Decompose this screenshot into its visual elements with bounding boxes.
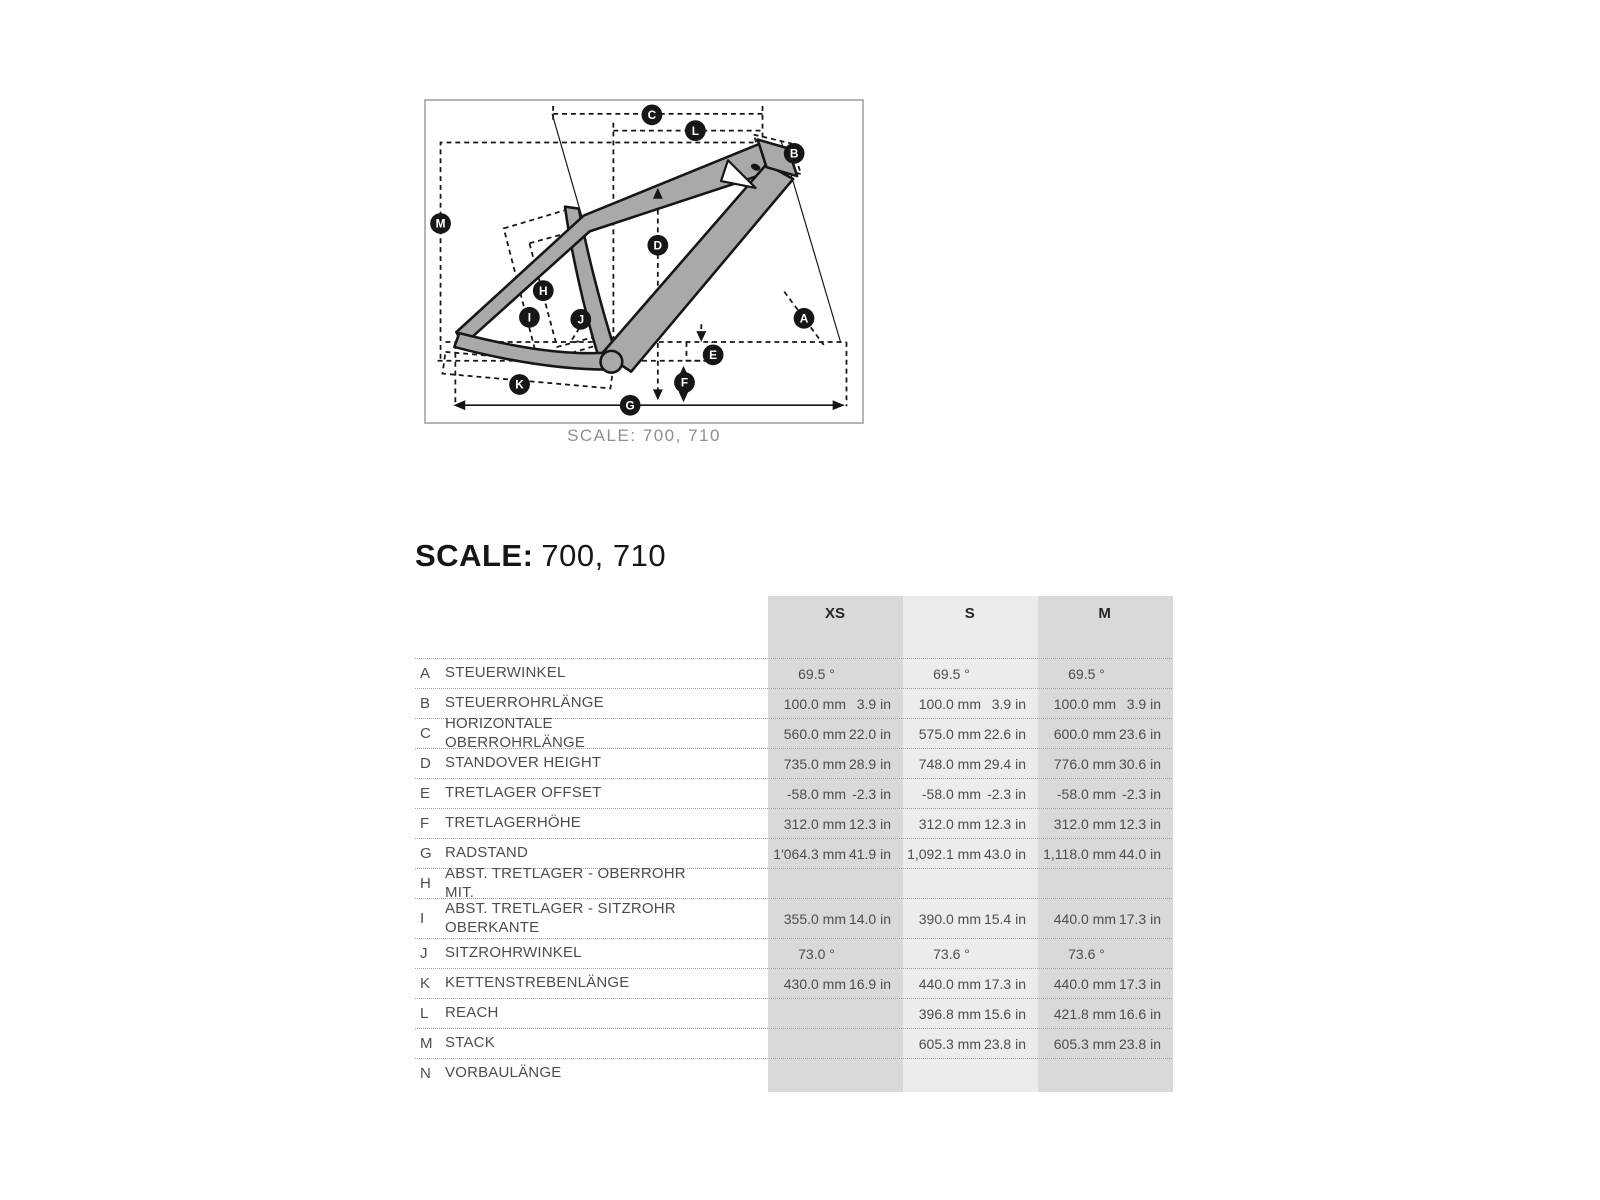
value-K-m <box>1033 976 1168 992</box>
value-A-xs <box>763 666 898 682</box>
row-label: VORBAULÄNGE <box>445 1064 562 1082</box>
value-I-xs <box>763 911 898 927</box>
inch-value: 12.3 in <box>848 815 891 832</box>
row-label: STEUERROHRLÄNGE <box>445 694 604 712</box>
row-label: STEUERWINKEL <box>445 664 566 682</box>
value-B-s <box>898 696 1033 712</box>
value-L-s <box>898 1006 1033 1022</box>
size-header-row <box>415 596 1172 658</box>
marker-A <box>794 308 815 329</box>
inch-value: 16.6 in <box>1118 1005 1161 1022</box>
frame-tubes <box>454 140 797 373</box>
inch-value: 23.6 in <box>1118 725 1161 742</box>
marker-M <box>430 213 451 234</box>
row-label: HORIZONTALE OBERROHRLÄNGE <box>445 715 586 751</box>
wheelbase-arrow <box>453 398 844 413</box>
inch-value: 15.6 in <box>983 1005 1026 1022</box>
row-letter: J <box>420 945 428 962</box>
page-title <box>415 538 666 574</box>
row-label: KETTENSTREBENLÄNGE <box>445 974 630 992</box>
bike-frame-drawing <box>426 101 862 422</box>
geometry-diagram <box>424 99 864 424</box>
inch-value: 17.3 in <box>1118 975 1161 992</box>
table-row-F <box>415 808 1172 838</box>
inch-value: 23.8 in <box>983 1035 1026 1052</box>
angle-value: 73.6 ° <box>1068 945 1105 962</box>
mm-value: -58.0 mm <box>921 785 981 802</box>
mm-value: 748.0 mm <box>918 755 981 772</box>
table-row-L <box>415 998 1172 1028</box>
inch-value: 29.4 in <box>983 755 1026 772</box>
inch-value: 17.3 in <box>1118 910 1161 927</box>
row-label: STACK <box>445 1034 495 1052</box>
header-spacer <box>415 596 768 658</box>
svg-text:G: G <box>625 398 635 413</box>
value-E-xs <box>763 786 898 802</box>
mm-value: 1'064.3 mm <box>773 845 846 862</box>
marker-J <box>570 309 591 330</box>
mm-value: -58.0 mm <box>786 785 846 802</box>
table-row-I <box>415 898 1172 938</box>
table-row-B <box>415 688 1172 718</box>
geometry-table <box>415 596 1172 1092</box>
angle-value: 69.5 ° <box>798 665 835 682</box>
inch-value: 15.4 in <box>983 910 1026 927</box>
value-K-s <box>898 976 1033 992</box>
table-row-G <box>415 838 1172 868</box>
value-I-s <box>898 911 1033 927</box>
mm-value: 440.0 mm <box>918 975 981 992</box>
mm-value: 100.0 mm <box>918 695 981 712</box>
mm-value: 735.0 mm <box>783 755 846 772</box>
mm-value: 390.0 mm <box>918 910 981 927</box>
inch-value: 23.8 in <box>1118 1035 1161 1052</box>
inch-value: -2.3 in <box>987 785 1026 802</box>
marker-B <box>784 143 805 164</box>
row-letter: I <box>420 910 425 927</box>
mm-value: 575.0 mm <box>918 725 981 742</box>
row-label: TRETLAGERHÖHE <box>445 814 581 832</box>
table-row-J <box>415 938 1172 968</box>
svg-text:K: K <box>515 377 524 392</box>
value-E-m <box>1033 786 1168 802</box>
inch-value: 3.9 in <box>991 695 1026 712</box>
mm-value: 440.0 mm <box>1053 910 1116 927</box>
value-G-m <box>1033 846 1168 862</box>
svg-text:L: L <box>691 123 699 138</box>
row-letter: N <box>420 1065 431 1082</box>
size-header-xs: XS <box>824 605 845 622</box>
row-letter: L <box>420 1005 429 1022</box>
row-label: SITZROHRWINKEL <box>445 944 582 962</box>
row-letter: G <box>420 845 432 862</box>
table-row-D <box>415 748 1172 778</box>
row-letter: M <box>420 1035 433 1052</box>
inch-value: 22.6 in <box>983 725 1026 742</box>
inch-value: 16.9 in <box>848 975 891 992</box>
row-letter: C <box>420 725 431 742</box>
svg-text:B: B <box>789 146 799 161</box>
row-label: TRETLAGER OFFSET <box>445 784 602 802</box>
svg-text:H: H <box>538 283 548 298</box>
value-F-m <box>1033 816 1168 832</box>
angle-value: 69.5 ° <box>1068 665 1105 682</box>
table-row-A <box>415 658 1172 688</box>
svg-text:D: D <box>653 238 663 253</box>
value-B-xs <box>763 696 898 712</box>
page-title-model: SCALE: <box>415 538 534 573</box>
row-label: ABST. TRETLAGER - OBERROHR MIT. <box>445 865 686 901</box>
value-K-xs <box>763 976 898 992</box>
mm-value: 355.0 mm <box>783 910 846 927</box>
value-M-s <box>898 1036 1033 1052</box>
table-row-M <box>415 1028 1172 1058</box>
mm-value: 440.0 mm <box>1053 975 1116 992</box>
value-B-m <box>1033 696 1168 712</box>
mm-value: 430.0 mm <box>783 975 846 992</box>
inch-value: 30.6 in <box>1118 755 1161 772</box>
svg-text:E: E <box>709 347 718 362</box>
inch-value: -2.3 in <box>1122 785 1161 802</box>
value-D-xs <box>763 756 898 772</box>
row-label: ABST. TRETLAGER - SITZROHR OBERKANTE <box>445 900 676 936</box>
mm-value: 421.8 mm <box>1053 1005 1116 1022</box>
inch-value: 12.3 in <box>1118 815 1161 832</box>
value-C-s <box>898 726 1033 742</box>
marker-C <box>642 104 663 125</box>
inch-value: 14.0 in <box>848 910 891 927</box>
marker-L <box>685 120 706 141</box>
value-E-s <box>898 786 1033 802</box>
marker-E <box>703 344 724 365</box>
mm-value: 100.0 mm <box>783 695 846 712</box>
table-row-K <box>415 968 1172 998</box>
mm-value: 776.0 mm <box>1053 755 1116 772</box>
value-G-s <box>898 846 1033 862</box>
inch-value: 3.9 in <box>1126 695 1161 712</box>
mm-value: 1,118.0 mm <box>1043 845 1116 862</box>
inch-value: 44.0 in <box>1118 845 1161 862</box>
row-letter: A <box>420 665 431 682</box>
value-D-m <box>1033 756 1168 772</box>
svg-text:A: A <box>799 311 809 326</box>
table-row-C <box>415 715 1172 751</box>
value-F-xs <box>763 816 898 832</box>
marker-K <box>509 374 530 395</box>
inch-value: 22.0 in <box>848 725 891 742</box>
angle-value: 73.0 ° <box>798 945 835 962</box>
value-J-s <box>898 946 1033 962</box>
row-letter: F <box>420 815 430 832</box>
angle-value: 69.5 ° <box>933 665 970 682</box>
mm-value: -58.0 mm <box>1056 785 1116 802</box>
inch-value: 17.3 in <box>983 975 1026 992</box>
size-header-m: M <box>1098 605 1111 622</box>
svg-text:F: F <box>680 375 689 390</box>
row-label: RADSTAND <box>445 844 528 862</box>
row-letter: H <box>420 875 431 892</box>
page-title-sizes: 700, 710 <box>541 538 667 573</box>
row-label: REACH <box>445 1004 499 1022</box>
value-M-m <box>1033 1036 1168 1052</box>
row-letter: D <box>420 755 431 772</box>
value-F-s <box>898 816 1033 832</box>
value-A-m <box>1033 666 1168 682</box>
value-C-m <box>1033 726 1168 742</box>
svg-text:M: M <box>435 216 446 231</box>
value-D-s <box>898 756 1033 772</box>
mm-value: 600.0 mm <box>1053 725 1116 742</box>
row-letter: E <box>420 785 431 802</box>
mm-value: 396.8 mm <box>918 1005 981 1022</box>
svg-text:C: C <box>647 107 657 122</box>
marker-D <box>647 235 668 256</box>
svg-text:I: I <box>527 310 532 325</box>
inch-value: 28.9 in <box>848 755 891 772</box>
mm-value: 312.0 mm <box>918 815 981 832</box>
angle-value: 73.6 ° <box>933 945 970 962</box>
svg-text:J: J <box>577 312 585 327</box>
row-letter: B <box>420 695 431 712</box>
inch-value: 3.9 in <box>856 695 891 712</box>
table-row-H <box>415 865 1172 901</box>
value-G-xs <box>763 846 898 862</box>
inch-value: 12.3 in <box>983 815 1026 832</box>
row-letter: K <box>420 975 431 992</box>
value-J-xs <box>763 946 898 962</box>
marker-I <box>519 307 540 328</box>
inch-value: -2.3 in <box>852 785 891 802</box>
inch-value: 41.9 in <box>848 845 891 862</box>
mm-value: 312.0 mm <box>1053 815 1116 832</box>
mm-value: 605.3 mm <box>918 1035 981 1052</box>
mm-value: 100.0 mm <box>1053 695 1116 712</box>
mm-value: 1,092.1 mm <box>907 845 981 862</box>
value-J-m <box>1033 946 1168 962</box>
mm-value: 560.0 mm <box>783 725 846 742</box>
size-header-s: S <box>964 605 975 622</box>
mm-value: 312.0 mm <box>783 815 846 832</box>
diagram-caption: SCALE: 700, 710 <box>567 426 721 445</box>
marker-H <box>533 280 554 301</box>
table-row-N <box>415 1058 1172 1088</box>
value-I-m <box>1033 911 1168 927</box>
geometry-table-rows <box>415 658 1172 1088</box>
bottom-bracket <box>601 351 623 373</box>
table-row-E <box>415 778 1172 808</box>
row-label: STANDOVER HEIGHT <box>445 754 602 772</box>
marker-G <box>620 395 641 416</box>
value-C-xs <box>763 726 898 742</box>
mm-value: 605.3 mm <box>1053 1035 1116 1052</box>
value-L-m <box>1033 1006 1168 1022</box>
inch-value: 43.0 in <box>983 845 1026 862</box>
value-A-s <box>898 666 1033 682</box>
marker-F <box>674 372 695 393</box>
